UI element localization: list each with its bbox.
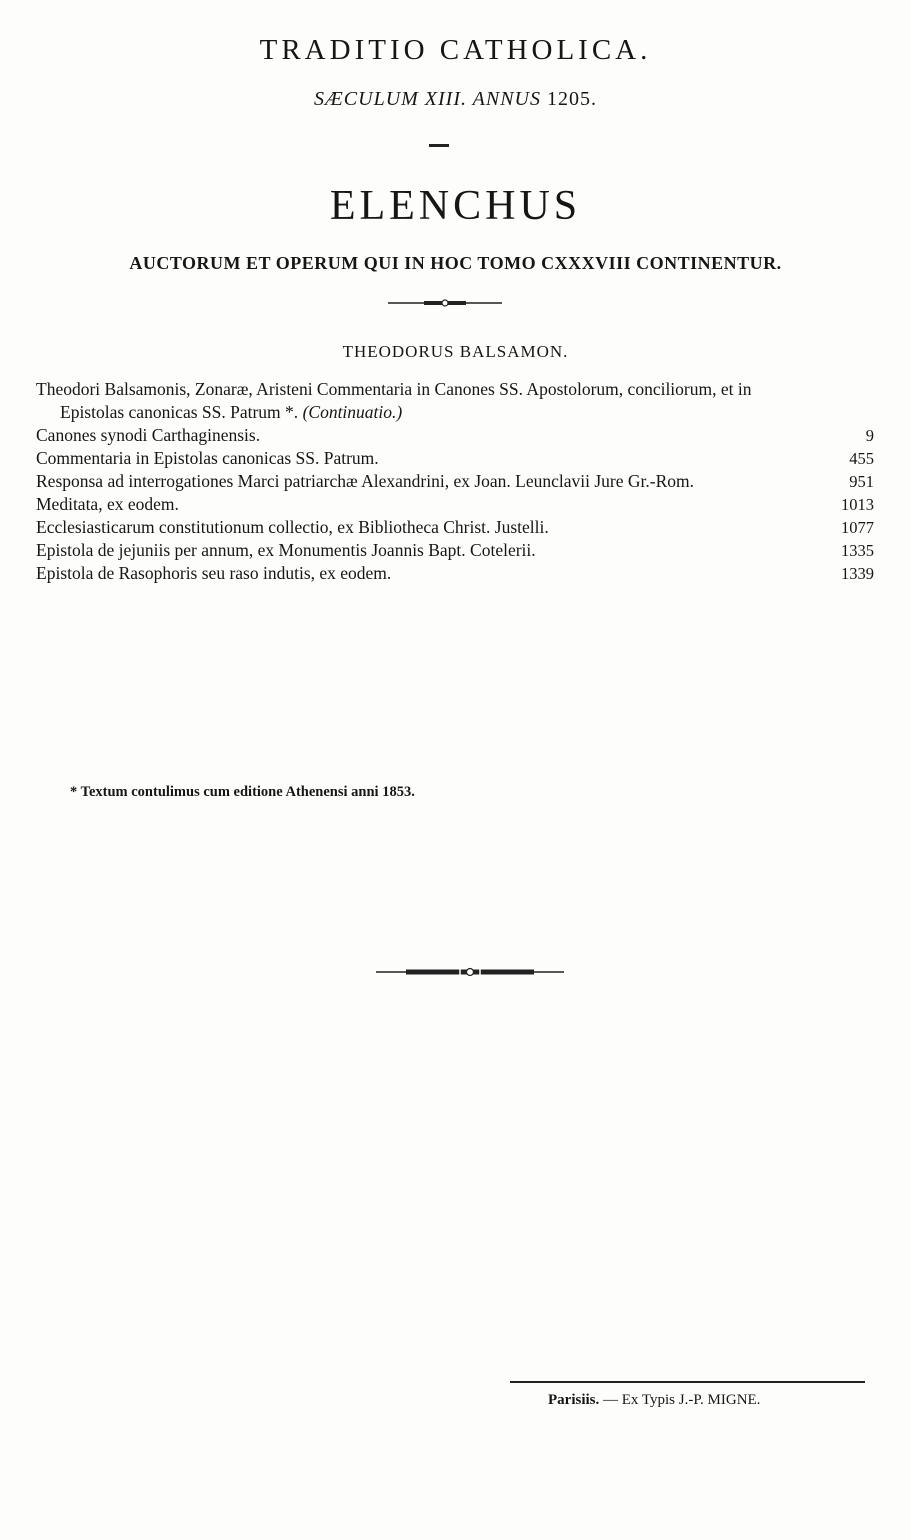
toc-entry xyxy=(36,539,874,562)
toc-entry-page: 951 xyxy=(849,472,874,491)
table-of-contents xyxy=(36,378,874,585)
toc-entry-title: Epistola de Rasophoris seu raso indutis, ex eodem. xyxy=(36,563,392,583)
toc-entry-title: Commentaria in Epistolas canonicas SS. Patrum. xyxy=(36,448,379,468)
toc-entry-page: 1013 xyxy=(841,495,874,514)
saeculum-year: 1205. xyxy=(546,88,597,110)
imprint-city: Parisiis. xyxy=(548,1392,600,1408)
imprint xyxy=(548,1392,760,1409)
toc-entry-title: Ecclesiasticarum constitutionum collectio, ex Bibliotheca Christ. Justelli. xyxy=(36,517,549,537)
page-subtitle: AUCTORUM ET OPERUM QUI IN HOC TOMO CXXXVIII CONTINENTUR. xyxy=(129,253,782,273)
imprint-publisher: — Ex Typis J.-P. MIGNE. xyxy=(603,1392,761,1408)
saeculum-line xyxy=(0,88,911,111)
toc-entry xyxy=(36,447,874,470)
page-title: ELENCHUS xyxy=(329,183,582,229)
author-heading: THEODORUS BALSAMON. xyxy=(342,342,569,361)
toc-intro-entry xyxy=(36,378,874,424)
toc-entry-title: Canones synodi Carthaginensis. xyxy=(36,425,261,445)
imprint-rule xyxy=(510,1381,865,1383)
toc-entry-title: Epistola de jejuniis per annum, ex Monumentis Joannis Bapt. Cotelerii. xyxy=(36,540,536,560)
series-title: TRADITIO CATHOLICA. xyxy=(259,34,652,66)
toc-entry-page: 455 xyxy=(849,449,874,468)
toc-entry-title: Responsa ad interrogationes Marci patriarchæ Alexandrini, ex Joan. Leunclavii Jure Gr.-Rom. xyxy=(36,471,695,491)
footnote: * Textum contulimus cum editione Athenensi anni 1853. xyxy=(70,784,415,800)
toc-entry xyxy=(36,562,874,585)
toc-entry-title: Meditata, ex eodem. xyxy=(36,494,179,514)
toc-entry-title: Theodori Balsamonis, Zonaræ, Aristeni Commentaria in Canones SS. Apostolorum, conciliorum, et in Epistolas canonicas SS. Patrum *. (Continuatio.) xyxy=(36,379,752,422)
toc-entry xyxy=(36,516,874,539)
toc-entry-page: 1339 xyxy=(841,564,874,583)
toc-entry-page: 1077 xyxy=(841,518,874,537)
toc-intro-suffix: (Continuatio.) xyxy=(302,402,403,422)
ornament-divider-large-icon xyxy=(376,966,564,978)
toc-entry xyxy=(36,470,874,493)
saeculum-text: SÆCULUM XIII. ANNUS xyxy=(314,88,541,110)
toc-entry-page: 1335 xyxy=(841,541,874,560)
toc-entry xyxy=(36,424,874,447)
toc-entry xyxy=(36,493,874,516)
ornament-divider-icon xyxy=(388,298,502,308)
short-rule-divider xyxy=(429,144,449,147)
toc-entry-page: 9 xyxy=(865,426,874,445)
